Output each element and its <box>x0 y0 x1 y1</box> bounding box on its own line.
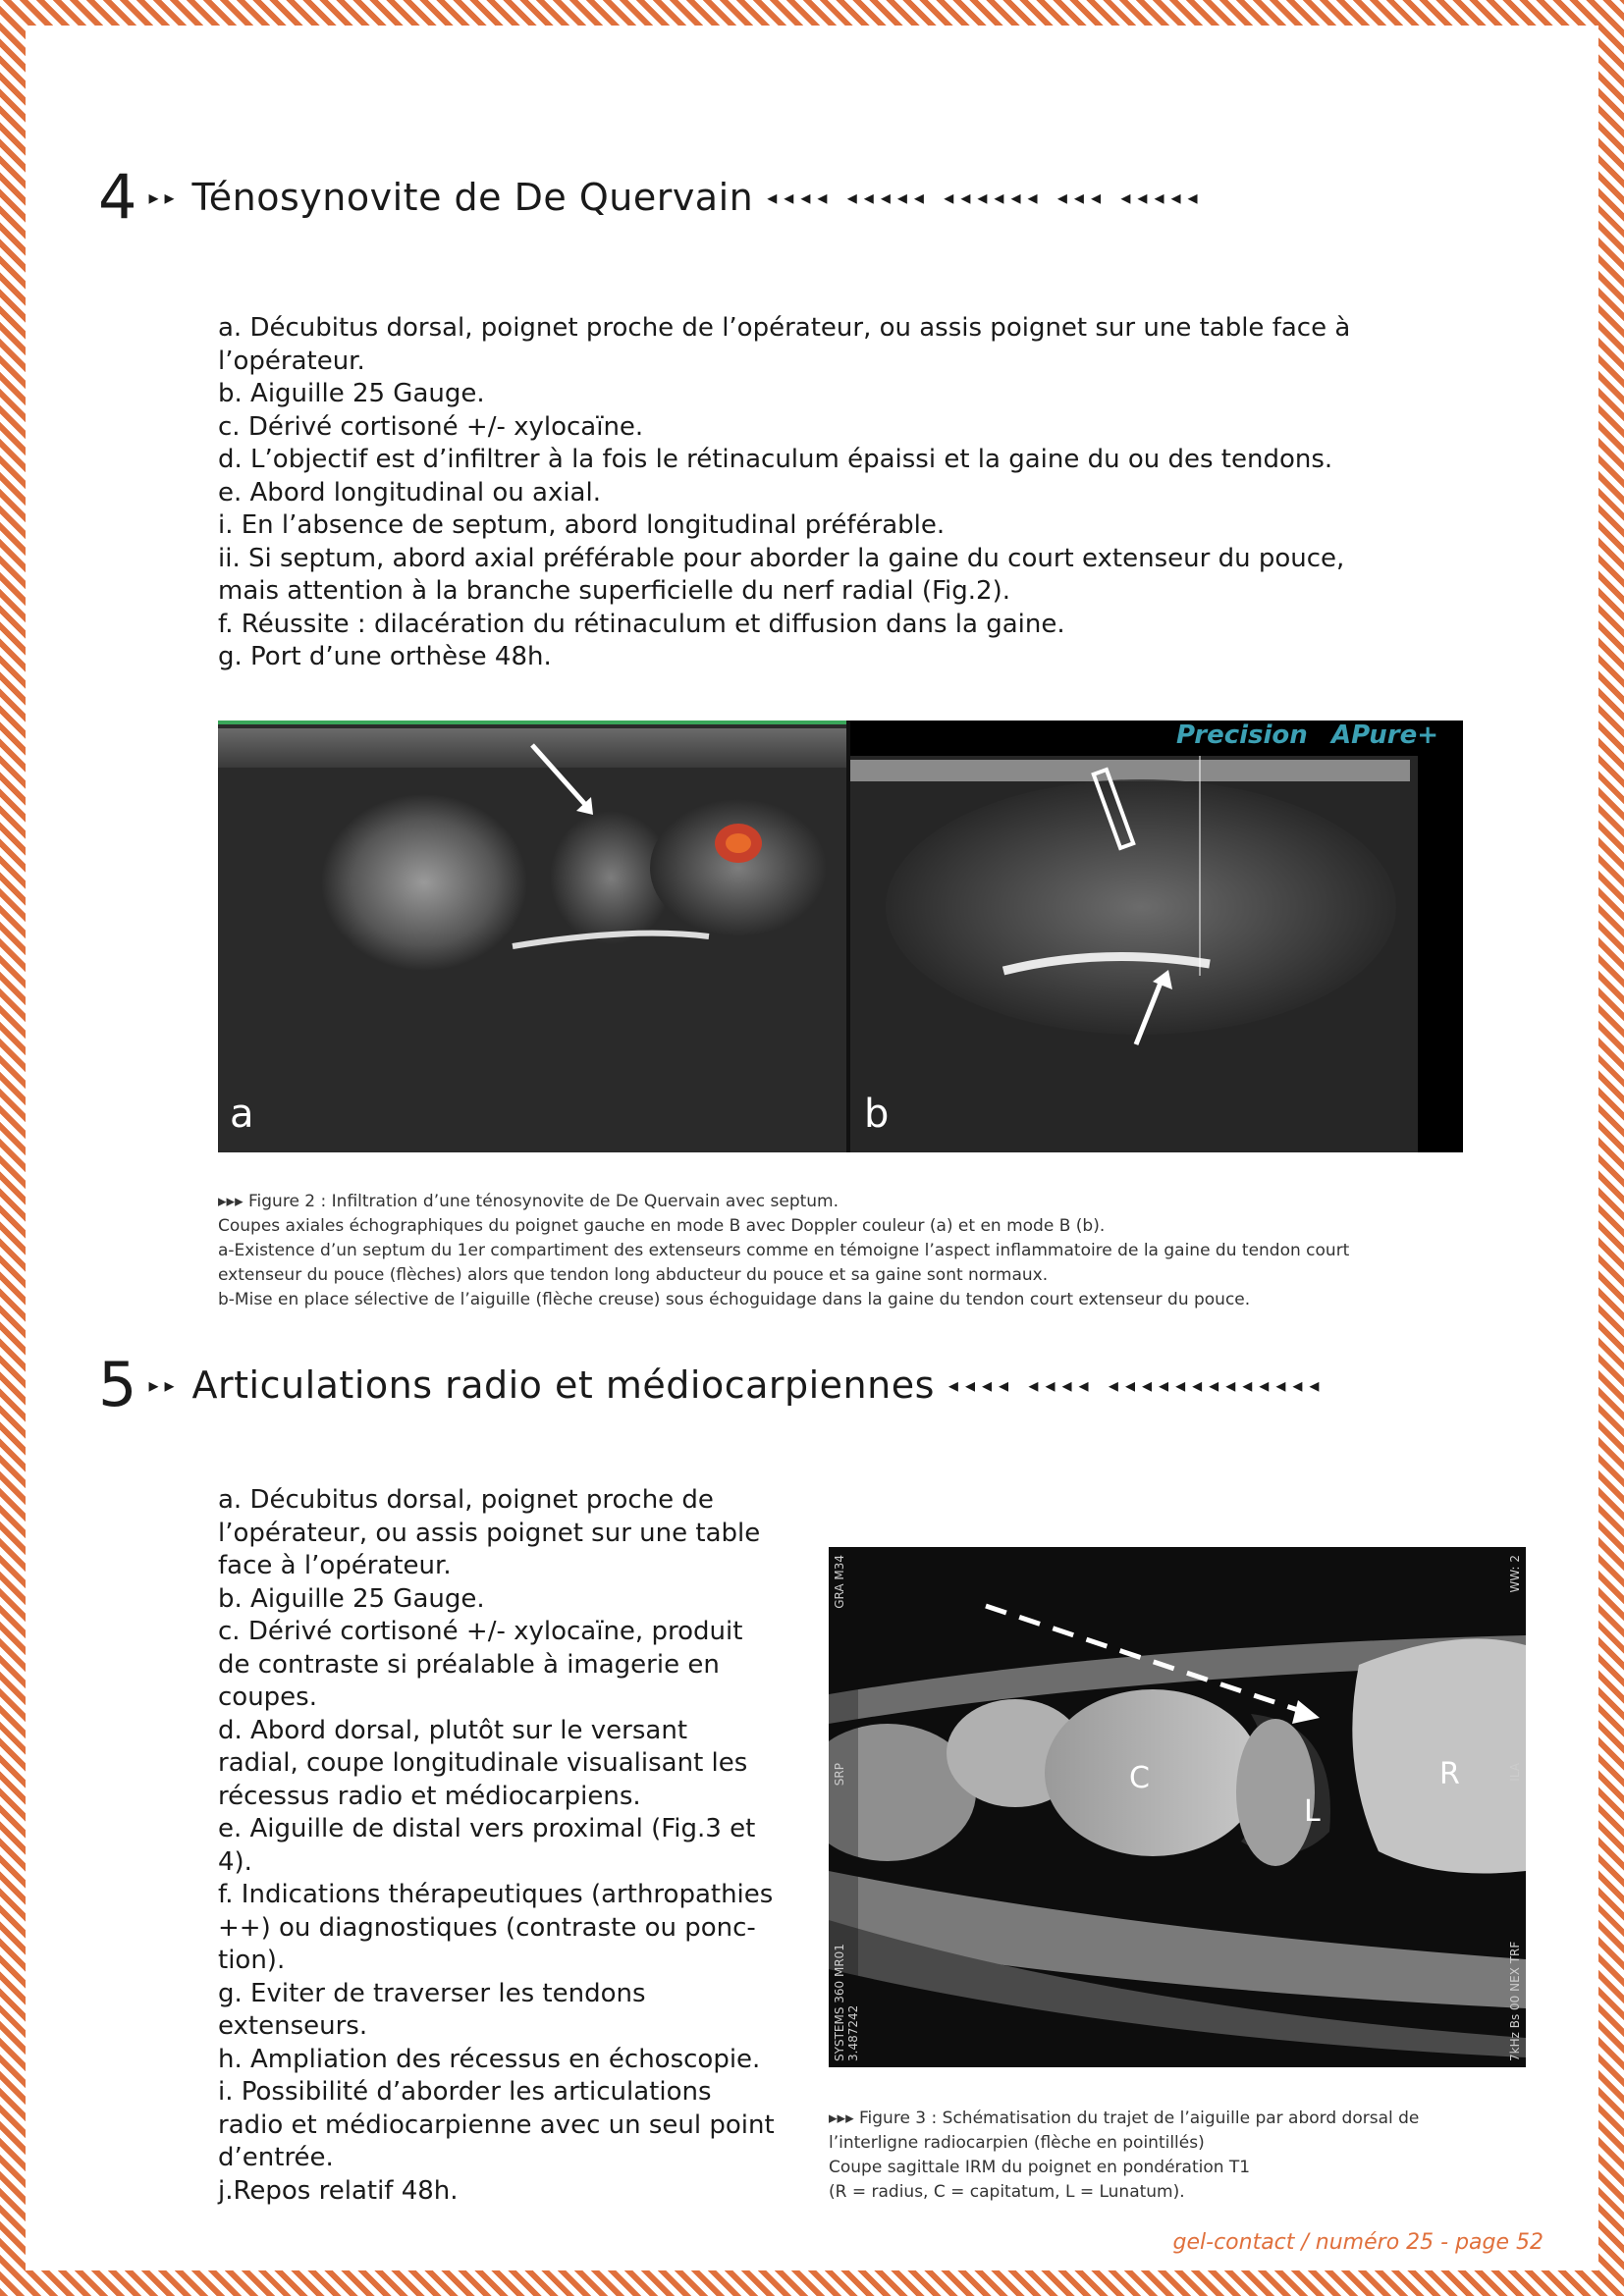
caption-line: Coupes axiales échographiques du poignet gauche en mode B avec Doppler couleur (a) et en mode B (b). <box>218 1216 1106 1236</box>
text-line: ii. Si septum, abord axial préférable pour aborder la gaine du court extenseur du pouce, <box>218 543 1345 573</box>
text-line: e. Aiguille de distal vers proximal (Fig.3 et <box>218 1814 756 1843</box>
caption-line: ▸▸▸ Figure 3 : Schématisation du trajet de l’aiguille par abord dorsal de <box>829 2109 1420 2128</box>
mri-overlay-text: SYSTEMS 360 MR01 3.487242 <box>833 1944 860 2061</box>
text-line: g. Eviter de traverser les tendons <box>218 1978 646 2008</box>
text-line: e. Abord longitudinal ou axial. <box>218 477 601 507</box>
caption-line: a-Existence d’un septum du 1er compartiment des extenseurs comme en témoigne l’aspect inflammatoire de la gaine du tendon court <box>218 1241 1350 1260</box>
text-line: c. Dérivé cortisoné +/- xylocaïne, produit <box>218 1617 743 1646</box>
text-line: coupes. <box>218 1682 317 1712</box>
mri-label-l: L <box>1304 1794 1321 1829</box>
section-4-header <box>98 161 1205 233</box>
text-line: récessus radio et médiocarpiens. <box>218 1781 641 1811</box>
text-line: c. Dérivé cortisoné +/- xylocaïne. <box>218 411 644 442</box>
mri-overlay-text: ILA <box>1508 1763 1522 1782</box>
text-line: f. Réussite : dilacération du rétinaculum et diffusion dans la gaine. <box>218 609 1065 639</box>
arrows-left-icon: ◂◂◂◂ ◂◂◂◂ ◂◂◂◂◂◂◂◂◂◂◂◂◂ <box>947 1373 1326 1397</box>
figure-2-ultrasound <box>218 721 1463 1152</box>
text-line: d’entrée. <box>218 2143 334 2172</box>
mri-label-c: C <box>1129 1761 1150 1795</box>
text-line: radio et médiocarpienne avec un seul point <box>218 2109 775 2140</box>
text-line: a. Décubitus dorsal, poignet proche de l’opérateur, ou assis poignet sur une table face à <box>218 313 1351 343</box>
text-line: l’opérateur, ou assis poignet sur une table <box>218 1518 761 1548</box>
mri-overlay-text: 7kHz Bs 00 NEX TRF <box>1508 1941 1522 2061</box>
mri-label-r: R <box>1439 1757 1460 1791</box>
text-line: ++) ou diagnostiques (contraste ou ponc- <box>218 1912 756 1943</box>
section-4-body <box>218 312 1350 674</box>
figure-3-caption <box>829 2107 1528 2205</box>
mri-overlay-text: WW: 2 <box>1508 1555 1522 1593</box>
caption-line: extenseur du pouce (flèches) alors que tendon long abducteur du pouce et sa gaine sont normaux. <box>218 1265 1049 1285</box>
text-line: g. Port d’une orthèse 48h. <box>218 642 552 671</box>
text-line: d. L’objectif est d’infiltrer à la fois le rétinaculum épaissi et la gaine du ou des tendons. <box>218 445 1333 474</box>
caption-line: Coupe sagittale IRM du poignet en pondération T1 <box>829 2158 1251 2177</box>
text-line: a. Décubitus dorsal, poignet proche de <box>218 1485 714 1515</box>
text-line: face à l’opérateur. <box>218 1551 452 1580</box>
page-footer: gel-contact / numéro 25 - page 52 <box>1172 2230 1543 2255</box>
overlay-apure-text: APure+ <box>1331 721 1439 750</box>
text-line: i. En l’absence de septum, abord longitudinal préférable. <box>218 510 946 540</box>
text-line: extenseurs. <box>218 2011 368 2041</box>
text-line: i. Possibilité d’aborder les articulations <box>218 2077 712 2107</box>
text-line: 4). <box>218 1846 252 1877</box>
arrows-left-icon: ◂◂◂◂ ◂◂◂◂◂ ◂◂◂◂◂◂ ◂◂◂ ◂◂◂◂◂ <box>767 186 1205 209</box>
figure-3-mri <box>829 1547 1526 2067</box>
text-line: d. Abord dorsal, plutôt sur le versant <box>218 1715 688 1745</box>
figure-2-caption <box>218 1190 1349 1312</box>
section-title: Ténosynovite de De Quervain <box>191 176 754 219</box>
text-line: l’opérateur. <box>218 346 365 376</box>
caption-line: ▸▸▸ Figure 2 : Infiltration d’une ténosynovite de De Quervain avec septum. <box>218 1192 839 1211</box>
section-number: 4 <box>98 161 137 233</box>
ultrasound-image <box>218 721 1463 1152</box>
section-5-body <box>218 1484 778 2208</box>
panel-label-b: b <box>864 1092 890 1137</box>
section-5-header <box>98 1349 1326 1420</box>
mri-image <box>829 1547 1526 2067</box>
caption-line: (R = radius, C = capitatum, L = Lunatum). <box>829 2182 1185 2202</box>
mri-overlay-text: SRP <box>833 1763 846 1787</box>
section-number: 5 <box>98 1349 137 1420</box>
overlay-precision-text: Precision <box>1176 721 1308 750</box>
panel-label-a: a <box>230 1092 254 1137</box>
text-line: radial, coupe longitudinale visualisant les <box>218 1748 748 1778</box>
arrows-right-icon: ▸▸ <box>148 186 181 209</box>
text-line: j.Repos relatif 48h. <box>218 2175 459 2206</box>
text-line: b. Aiguille 25 Gauge. <box>218 379 485 408</box>
mri-overlay-text: GRA M34 <box>833 1555 846 1609</box>
section-title: Articulations radio et médiocarpiennes <box>191 1363 935 1407</box>
arrows-right-icon: ▸▸ <box>148 1373 181 1397</box>
text-line: f. Indications thérapeutiques (arthropathies <box>218 1880 774 1909</box>
text-line: h. Ampliation des récessus en échoscopie. <box>218 2044 761 2074</box>
caption-line: l’interligne radiocarpien (flèche en pointillés) <box>829 2133 1205 2153</box>
text-line: de contraste si préalable à imagerie en <box>218 1649 720 1680</box>
caption-line: b-Mise en place sélective de l’aiguille (flèche creuse) sous échoguidage dans la gaine du tendon court extenseur du pouce. <box>218 1290 1251 1309</box>
text-line: b. Aiguille 25 Gauge. <box>218 1583 485 1614</box>
text-line: mais attention à la branche superficielle du nerf radial (Fig.2). <box>218 576 1010 606</box>
text-line: tion). <box>218 1946 286 1975</box>
